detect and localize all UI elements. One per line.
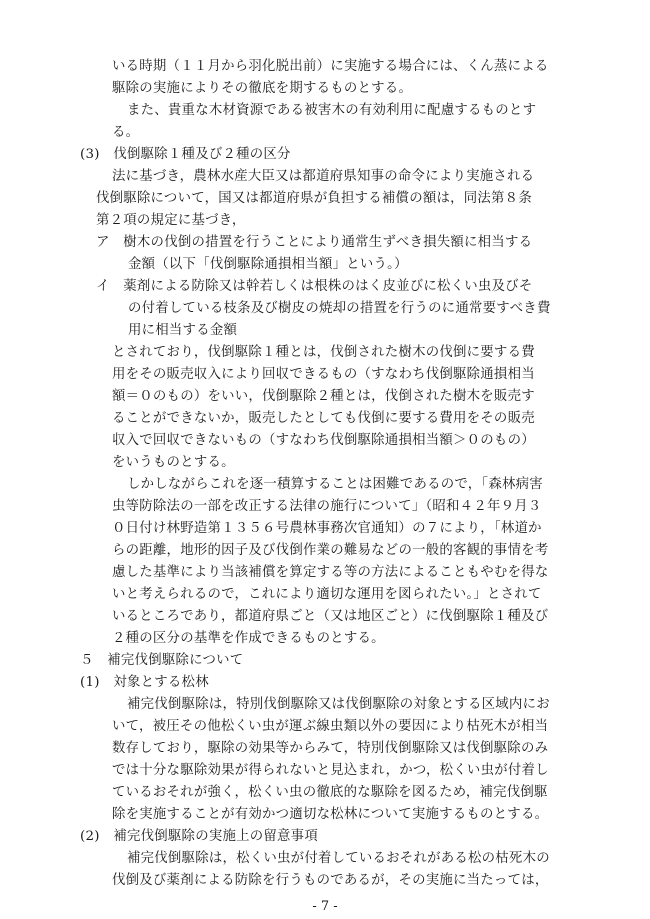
text-line: 額＝０のもの）をいい，伐倒駆除２種とは，伐倒された樹木を販売す: [112, 389, 535, 404]
text-line: では十分な駆除効果が得られないと見込まれ，かつ，松くい虫が付着し: [112, 763, 549, 778]
text-line: らの距離，地形的因子及び伐倒作業の難易などの一般的客観的事情を考: [112, 543, 549, 558]
text-line: の付着している枝条及び樹皮の焼却の措置を行うのに通常要すべき費: [128, 301, 551, 316]
text-line: 伐倒駆除について，国又は都道府県が負担する補償の額は，同法第８条: [96, 191, 532, 206]
text-line: ているおそれが強く，松くい虫の徹底的な駆除を図るため，補完伐倒駆: [112, 785, 548, 800]
text-line: ることができないか，販売したとしても伐倒に要する費用をその販売: [112, 411, 535, 426]
text-line: 補完伐倒駆除は，松くい虫が付着しているおそれがある松の枯死木の: [127, 851, 550, 866]
subsection-heading: (2) 補完伐倒駆除の実施上の留意事項: [80, 829, 318, 844]
text-line: ０日付け林野造第１３５６号農林事務次官通知）の７により，「林道か: [112, 521, 542, 536]
text-line: 第２項の規定に基づき，: [96, 213, 246, 228]
text-line: 慮した基準により当該補償を算定する等の方法によることもやむを得な: [112, 565, 549, 580]
text-line: 法に基づき，農林水産大臣又は都道府県知事の命令により実施される: [112, 169, 535, 184]
text-line: いる時期（１１月から羽化脱出前）に実施する場合には、くん蒸による: [112, 59, 549, 74]
text-line: 金額（以下「伐倒駆除通損相当額」という。）: [128, 257, 408, 272]
text-line: 除を実施することが有効かつ適切な松林について実施するものとする。: [112, 807, 549, 822]
text-line: いて，被圧その他松くい虫が運ぶ線虫類以外の要因により枯死木が相当: [112, 719, 549, 734]
text-line: 虫等防除法の一部を改正する法律の施行について」（昭和４２年９月３: [112, 499, 542, 514]
list-item: ア 樹木の伐倒の措置を行うことにより通常生ずべき損失額に相当する: [96, 235, 533, 250]
text-line: 用をその販売収入により回収できるもの（すなわち伐倒駆除通損相当: [112, 367, 535, 382]
text-line: をいうものとする。: [112, 455, 235, 470]
text-line: 補完伐倒駆除は，特別伐倒駆除又は伐倒駆除の対象とする区域内にお: [127, 697, 550, 712]
section-heading: (3) 伐倒駆除１種及び２種の区分: [80, 147, 291, 162]
text-line: とされており，伐倒駆除１種とは，伐倒された樹木の伐倒に要する費: [112, 345, 535, 360]
text-line: 伐倒及び薬剤による防除を行うものであるが，その実施に当たっては，: [112, 873, 549, 888]
text-line: 用に相当する金額: [128, 323, 238, 338]
text-line: 収入で回収できないもの（すなわち伐倒駆除通損相当額＞０のもの）: [112, 433, 535, 448]
section-heading: ５ 補完伐倒駆除について: [80, 653, 244, 668]
list-item: イ 薬剤による防除又は幹若しくは根株のはく皮並びに松くい虫及びそ: [96, 279, 533, 294]
text-line: いと考えられるので，これにより適切な運用を図られたい。」とされて: [112, 587, 542, 602]
text-line: また、貴重な木材資源である被害木の有効利用に配慮するものとす: [127, 103, 537, 118]
page-number: - 7 -: [312, 899, 338, 914]
text-line: ２種の区分の基準を作成できるものとする。: [112, 631, 385, 646]
text-line: いるところであり，都道府県ごと（又は地区ごと）に伐倒駆除１種及び: [112, 609, 549, 624]
subsection-heading: (1) 対象とする松林: [80, 675, 209, 690]
text-line: 数存しており，駆除の効果等からみて，特別伐倒駆除又は伐倒駆除のみ: [112, 741, 549, 756]
text-line: しかしながらこれを逐一積算することは困難であるので，「森林病害: [127, 477, 543, 492]
text-line: る。: [112, 125, 140, 140]
text-line: 駆除の実施によりその徹底を期するものとする。: [112, 81, 413, 96]
